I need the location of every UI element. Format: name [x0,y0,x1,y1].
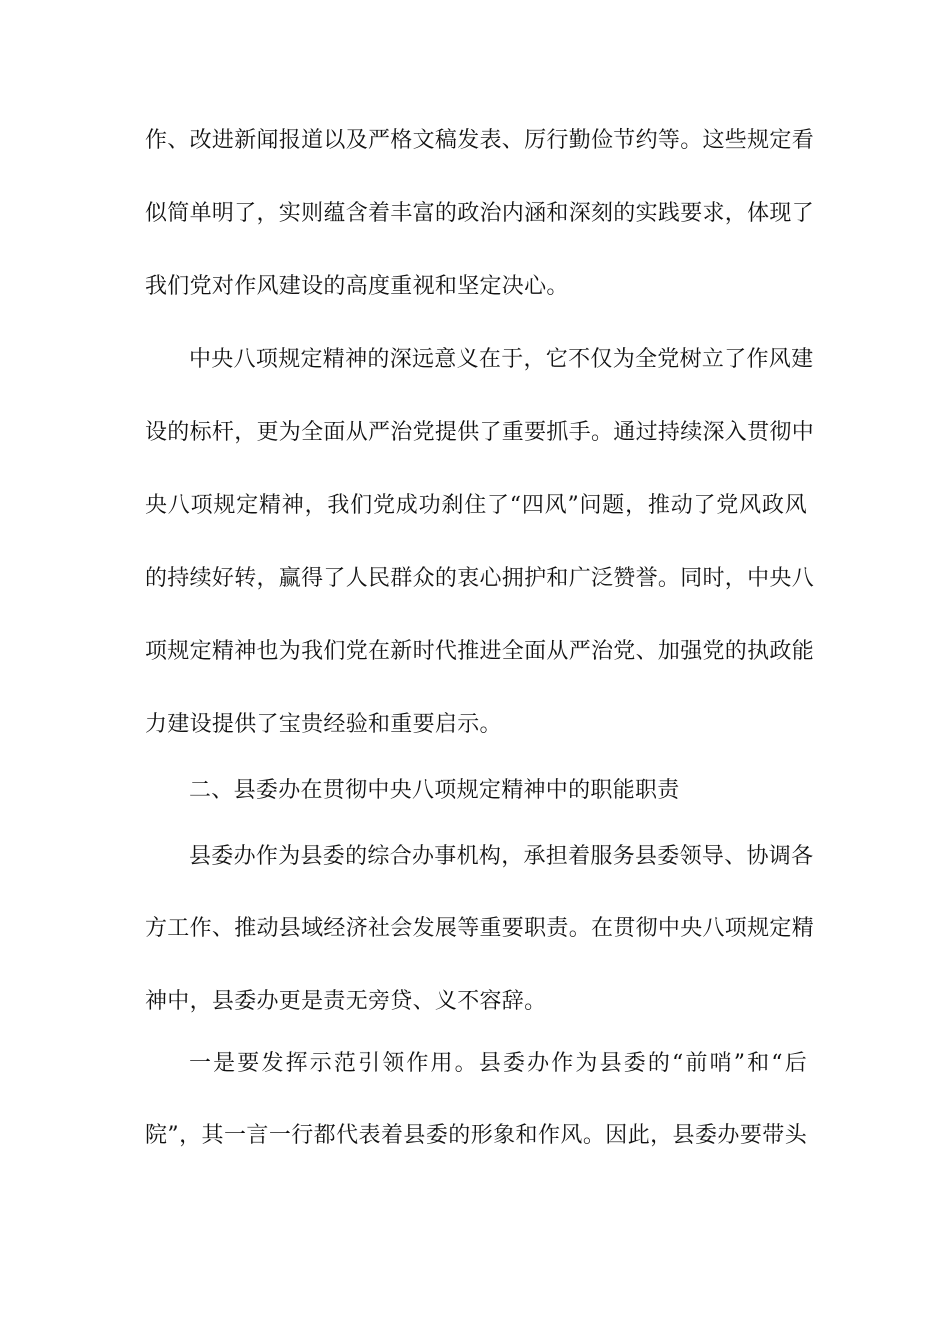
text-line: 院”，其一言一行都代表着县委的形象和作风。因此，县委办要带头 [145,1123,807,1148]
text-line: 我们党对作风建设的高度重视和坚定决心。 [145,274,569,299]
text-line: 似简单明了，实则蕴含着丰富的政治内涵和深刻的实践要求，体现了 [145,201,815,226]
text-line: 作、改进新闻报道以及严格文稿发表、厉行勤俭节约等。这些规定看 [145,128,815,153]
paragraph-start-line: 县委办作为县委的综合办事机构，承担着服务县委领导、协调各 [189,844,814,869]
section-heading: 二、县委办在贯彻中央八项规定精神中的职能职责 [189,778,680,803]
text-line: 方工作、推动县域经济社会发展等重要职责。在贯彻中央八项规定精 [145,916,815,941]
text-line: 央八项规定精神，我们党成功刹住了“四风”问题，推动了党风政风 [145,493,807,518]
text-line: 项规定精神也为我们党在新时代推进全面从严治党、加强党的执政能 [145,639,815,664]
text-line: 的持续好转，赢得了人民群众的衷心拥护和广泛赞誉。同时，中央八 [145,566,815,591]
text-line: 设的标杆，更为全面从严治党提供了重要抓手。通过持续深入贯彻中 [145,420,815,445]
paragraph-start-line: 一是要发挥示范引领作用。县委办作为县委的“前哨”和“后 [189,1051,807,1076]
paragraph-start-line: 中央八项规定精神的深远意义在于，它不仅为全党树立了作风建 [189,347,814,372]
text-line: 神中，县委办更是责无旁贷、义不容辞。 [145,989,547,1014]
text-line: 力建设提供了宝贵经验和重要启示。 [145,712,502,737]
